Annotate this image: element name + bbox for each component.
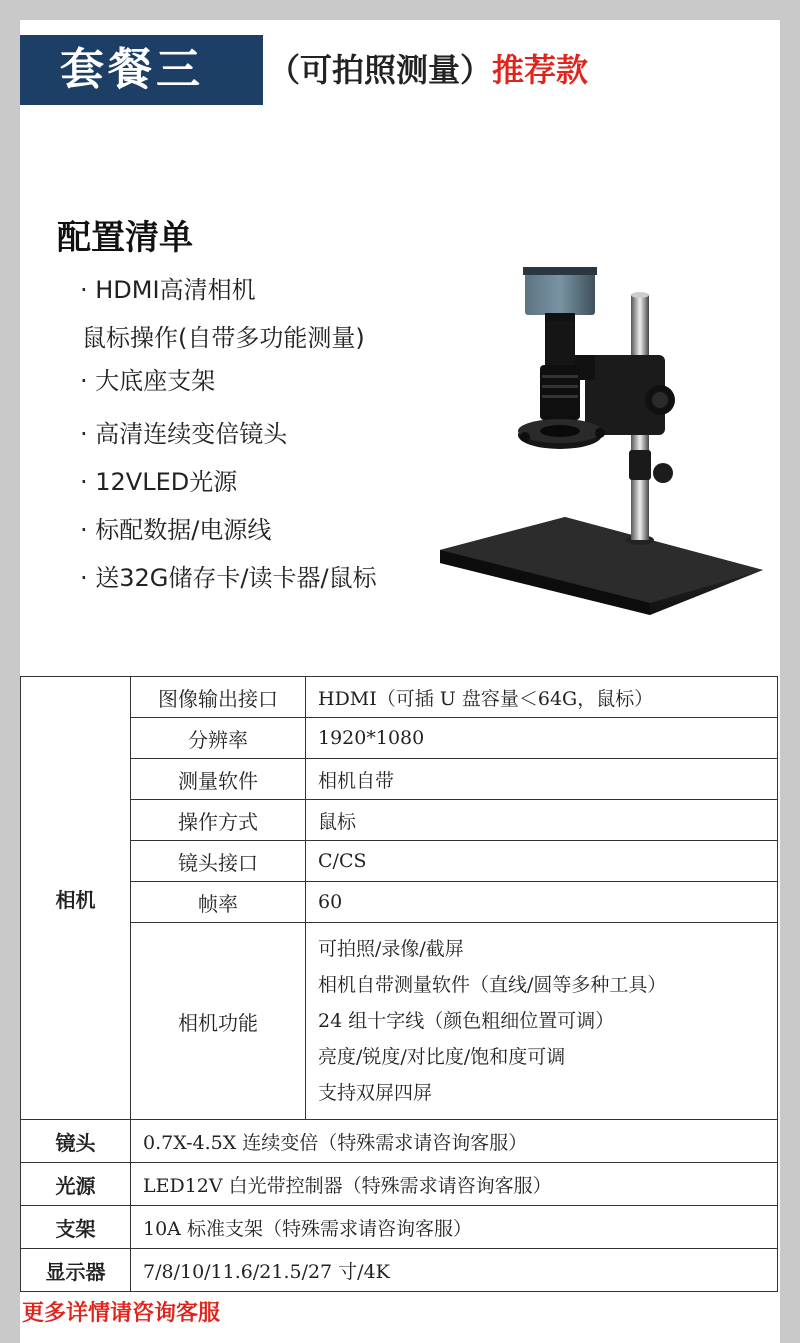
config-item: 鼠标操作(自带多功能测量) <box>82 324 365 352</box>
config-item: · 送32G储存卡/读卡器/鼠标 <box>80 564 377 592</box>
category-cell: 光源 <box>21 1163 131 1206</box>
table-row <box>21 882 778 923</box>
value-cell: LED12V 白光带控制器（特殊需求请咨询客服） <box>131 1163 778 1206</box>
value-cell: 7/8/10/11.6/21.5/27 寸/4K <box>131 1249 778 1292</box>
key-cell: 相机功能 <box>131 923 306 1120</box>
config-item: · 标配数据/电源线 <box>80 516 272 544</box>
category-cell: 相机 <box>21 677 131 1120</box>
spec-table <box>20 676 778 1292</box>
footer-note: 更多详情请咨询客服 <box>22 1301 221 1326</box>
value-cell: HDMI（可插 U 盘容量＜64G，鼠标） <box>306 677 778 718</box>
value-cell: 1920*1080 <box>306 718 778 759</box>
key-cell: 操作方式 <box>131 800 306 841</box>
key-cell: 图像输出接口 <box>131 677 306 718</box>
config-item: · 高清连续变倍镜头 <box>80 420 288 448</box>
function-list-cell <box>306 923 778 1120</box>
title-text: （可拍照测量） <box>268 51 493 89</box>
config-item: · 大底座支架 <box>80 367 216 395</box>
table-row <box>21 718 778 759</box>
function-item: 可拍照/录像/截屏 <box>318 938 464 960</box>
function-item: 亮度/锐度/对比度/饱和度可调 <box>318 1046 566 1068</box>
table-row <box>21 1120 778 1163</box>
value-cell: 60 <box>306 882 778 923</box>
key-cell: 帧率 <box>131 882 306 923</box>
key-cell: 测量软件 <box>131 759 306 800</box>
table-row <box>21 1163 778 1206</box>
recommend-label: 推荐款 <box>492 51 589 89</box>
key-cell: 分辨率 <box>131 718 306 759</box>
value-cell: 鼠标 <box>306 800 778 841</box>
category-cell: 显示器 <box>21 1249 131 1292</box>
config-item: · 12VLED光源 <box>80 468 238 496</box>
key-cell: 镜头接口 <box>131 841 306 882</box>
table-row <box>21 759 778 800</box>
value-cell: C/CS <box>306 841 778 882</box>
value-cell: 相机自带 <box>306 759 778 800</box>
table-row <box>21 1249 778 1292</box>
value-cell: 0.7X-4.5X 连续变倍（特殊需求请咨询客服） <box>131 1120 778 1163</box>
package-badge: 套餐三 <box>20 35 263 105</box>
table-row <box>21 677 778 718</box>
function-item: 相机自带测量软件（直线/圆等多种工具） <box>318 974 667 996</box>
category-cell: 支架 <box>21 1206 131 1249</box>
config-item: · HDMI高清相机 <box>80 276 256 304</box>
table-row <box>21 841 778 882</box>
config-heading: 配置清单 <box>57 218 193 258</box>
table-row <box>21 800 778 841</box>
category-cell: 镜头 <box>21 1120 131 1163</box>
microscope-image <box>435 245 765 615</box>
package-title <box>268 46 588 94</box>
product-card <box>20 20 780 1343</box>
table-row <box>21 923 778 1120</box>
table-row <box>21 1206 778 1249</box>
value-cell: 10A 标准支架（特殊需求请咨询客服） <box>131 1206 778 1249</box>
function-item: 24 组十字线（颜色粗细位置可调） <box>318 1010 615 1032</box>
function-item: 支持双屏四屏 <box>318 1082 433 1104</box>
